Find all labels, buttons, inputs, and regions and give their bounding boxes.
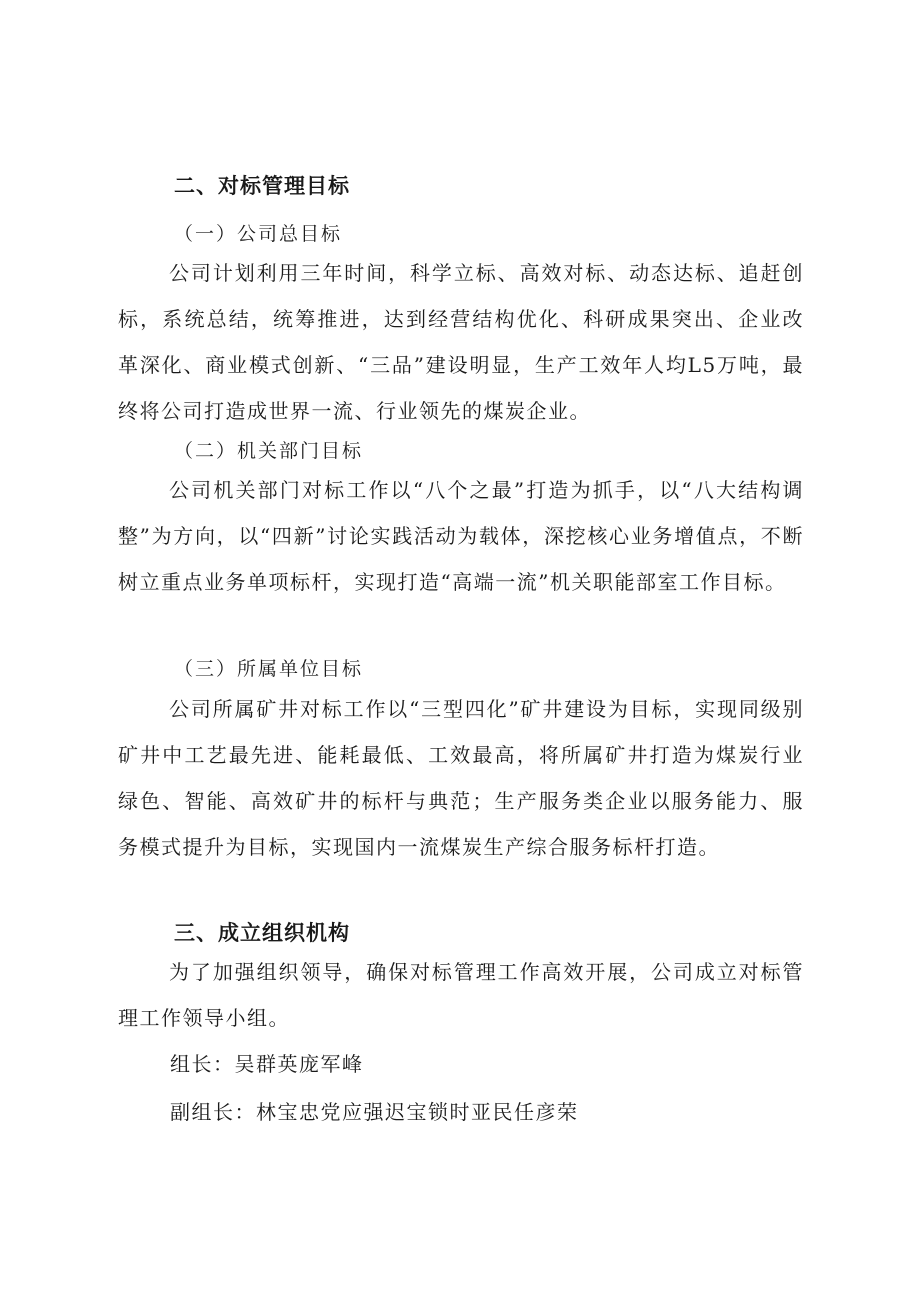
subheading-department-target: （二）机关部门目标 xyxy=(174,440,364,462)
paragraph-department-target: 公司机关部门对标工作以“八个之最”打造为抓手，以“八大结构调整”为方向，以“四新”讨论实践活动为载体，深挖核心业务增值点，不断树立重点业务单项标杆，实现打造“高端一流”机关职能部室工作目标。 xyxy=(118,478,804,594)
deputy-leader-line: 副组长：林宝忠党应强迟宝锁时亚民任彦荣 xyxy=(170,1100,579,1124)
paragraph-organization: 为了加强组织领导，确保对标管理工作高效开展，公司成立对标管理工作领导小组。 xyxy=(118,960,804,1030)
section-heading-organization: 三、成立组织机构 xyxy=(174,921,350,945)
paragraph-unit-target: 公司所属矿井对标工作以“三型四化”矿井建设为目标，实现同级别矿井中工艺最先进、能耗最低、工效最高，将所属矿井打造为煤炭行业绿色、智能、高效矿井的标杆与典范；生产服务类企业以服务能力、服务模式提升为目标，实现国内一流煤炭生产综合服务标杆打造。 xyxy=(118,697,804,859)
paragraph-company-target: 公司计划利用三年时间，科学立标、高效对标、动态达标、追赶创标，系统总结，统筹推进，达到经营结构优化、科研成果突出、企业改革深化、商业模式创新、“三品”建设明显，生产工效年人均L5万吨，最终将公司打造成世界一流、行业领先的煤炭企业。 xyxy=(118,261,804,423)
section-heading-targets: 二、对标管理目标 xyxy=(174,174,350,198)
subheading-company-target: （一）公司总目标 xyxy=(174,223,343,245)
group-leader-line: 组长：吴群英庞军峰 xyxy=(170,1052,364,1076)
subheading-unit-target: （三）所属单位目标 xyxy=(174,658,364,680)
